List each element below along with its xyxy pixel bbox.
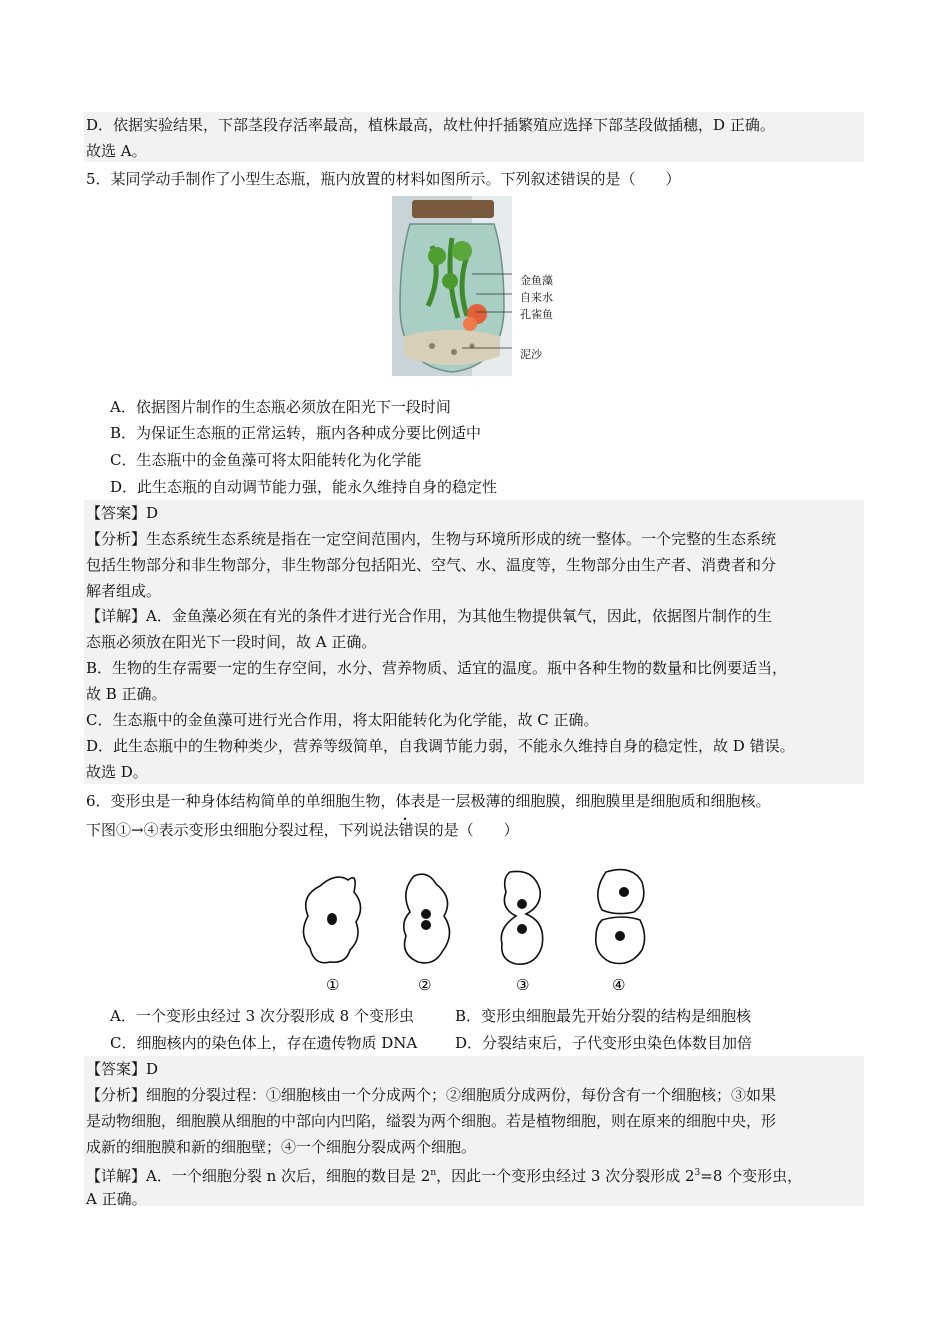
q6-detail-pre: 【详解】A．一个细胞分裂 n 次后，细胞的数目是 2 [86,1167,431,1185]
q5-answer: 【答案】D [86,504,159,522]
label-tap-water: 自来水 [520,291,553,304]
q5-detail-line: 【详解】A．金鱼藻必须在有光的条件才进行光合作用，为其他生物提供氧气，因此，依据图片制作的生 [86,607,772,625]
figure-label-1: ① [326,976,340,994]
q6-analysis-line: 是动物细胞，细胞膜从细胞的中部向内凹陷，缢裂为两个细胞。若是植物细胞，则在原来的细胞中央，形 [86,1112,777,1130]
q6-detail-line2: A 正确。 [86,1190,147,1208]
nucleus-4a [619,887,629,897]
q6-option-a: A．一个变形虫经过 3 次分裂形成 8 个变形虫 [110,1007,414,1025]
q5-analysis-line: 解者组成。 [86,582,162,600]
label-goldfish-weed: 金鱼藻 [520,274,553,287]
nucleus-4b [615,931,625,941]
prev-detail-d: D．依据实验结果，下部茎段存活率最高，植株最高，故杜仲扦插繁殖应选择下部茎段做插穗，D 正确。 [86,116,775,134]
amoeba-division-figure [296,862,656,998]
q6-detail-line1 [86,1160,864,1189]
q6-answer: 【答案】D [86,1060,159,1078]
figure-label-4: ④ [612,976,626,994]
q6-analysis-line: 成新的细胞膜和新的细胞壁；④一个细胞分裂成两个细胞。 [86,1138,477,1156]
q6-analysis-line: 【分析】细胞的分裂过程：①细胞核由一个分成两个；②细胞质分成两份，每份含有一个细胞核；③如果 [86,1086,777,1104]
q6-detail-sup-n: n [430,1168,437,1178]
q5-detail-line: B．生物的生存需要一定的生存空间，水分、营养物质、适宜的温度。瓶中各种生物的数量和比例要适当， [86,659,788,677]
nucleus-3b [517,924,527,934]
q5-detail-line: D．此生态瓶中的生物种类少，营养等级简单，自我调节能力弱，不能永久维持自身的稳定性，故 D 错误。 [86,737,795,755]
q6-option-b: B．变形虫细胞最先开始分裂的结构是细胞核 [455,1007,752,1025]
q6-option-c: C．细胞核内的染色体上，存在遗传物质 DNA [110,1034,418,1052]
q5-option-b: B．为保证生态瓶的正常运转，瓶内各种成分要比例适中 [110,424,482,442]
q6-stem-pre: 下图①→④表示变形虫细胞分裂过程，下列说法 [86,821,399,839]
q5-analysis-line: 【分析】生态系统生态系统是指在一定空间范围内，生物与环境所形成的统一整体。一个完整的生态系统 [86,530,777,548]
q5-analysis-line: 包括生物部分和非生物部分，非生物部分包括阳光、空气、水、温度等，生物部分由生产者、消费者和分 [86,556,777,574]
q6-stem-post: 的是（ ） [428,821,519,839]
q6-detail-post: =8 个变形虫， [700,1167,803,1185]
q5-option-a: A．依据图片制作的生态瓶必须放在阳光下一段时间 [110,398,451,416]
nucleus-2a [421,909,431,919]
q6-stem-emphasis: 错误 [398,821,429,839]
q5-option-d: D．此生态瓶的自动调节能力强，能永久维持自身的稳定性 [110,478,498,496]
q6-detail-sup-3: 3 [694,1168,701,1178]
nucleus-2b [421,920,431,930]
q6-stem-line1: 6．变形虫是一种身体结构简单的单细胞生物，体表是一层极薄的细胞膜，细胞膜里是细胞质和细胞核。 [86,792,771,810]
q5-detail-line: 态瓶必须放在阳光下一段时间，故 A 正确。 [86,633,377,651]
ecosystem-bottle-photo [392,196,512,376]
q5-stem: 5．某同学动手制作了小型生态瓶，瓶内放置的材料如图所示。下列叙述错误的是（ ） [86,170,681,188]
nucleus-3a [517,899,527,909]
prev-choose: 故选 A。 [86,142,147,160]
figure-label-2: ② [418,976,432,994]
label-sand: 泥沙 [520,348,542,361]
amoeba-cell-3 [501,871,542,964]
nucleus-1 [327,913,337,925]
q5-detail-line: 故选 D。 [86,763,148,781]
q6-detail-mid: ，因此一个变形虫经过 3 次分裂形成 2 [436,1167,695,1185]
label-guppy: 孔雀鱼 [520,308,553,321]
q6-option-d: D．分裂结束后，子代变形虫染色体数目加倍 [455,1034,753,1052]
q6-stem-line2 [86,817,864,843]
q5-option-c: C．生态瓶中的金鱼藻可将太阳能转化为化学能 [110,451,422,469]
q5-detail-line: 故 B 正确。 [86,685,167,703]
q5-detail-line: C．生态瓶中的金鱼藻可进行光合作用，将太阳能转化为化学能，故 C 正确。 [86,711,599,729]
figure-label-3: ③ [516,976,530,994]
